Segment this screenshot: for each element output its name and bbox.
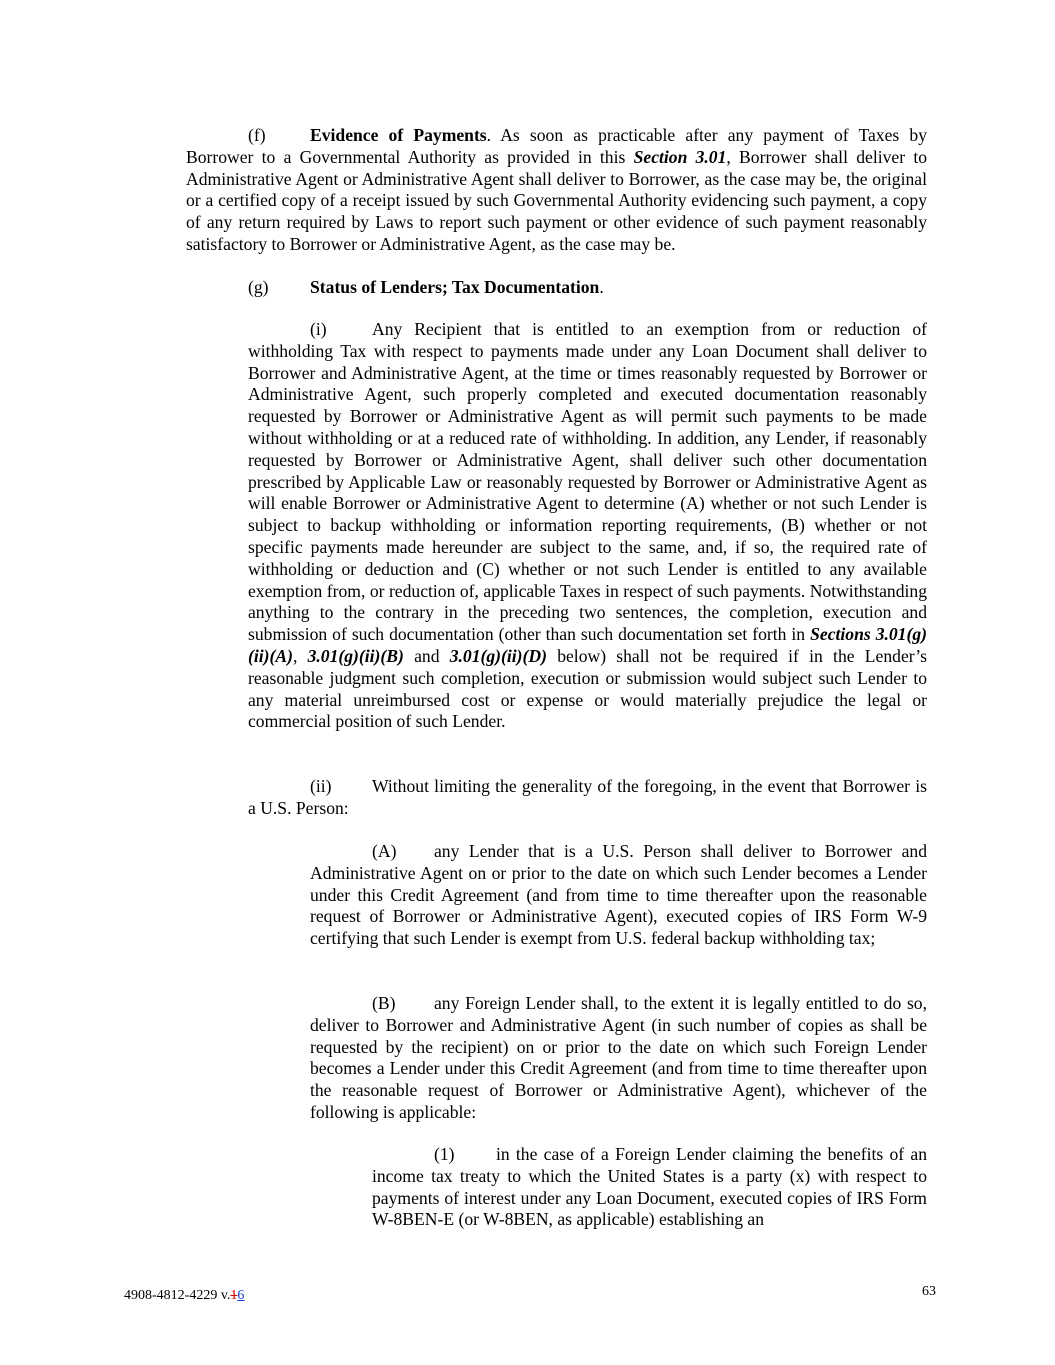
paragraph-1-label: (1): [434, 1144, 455, 1164]
paragraph-B-text: any Foreign Lender shall, to the extent it is legally entitled to do so, deliver to Borrower and Administrative Agent (in such number of copies as shall be requested by the recipient) on or prior to the date on which such Foreign Lender becomes a Lender under this Credit Agreement (and from time to time thereafter upon the reasonable request of Borrower or Administrative Agent), whichever of the following is applicable:: [310, 993, 927, 1122]
paragraph-g-period: .: [599, 277, 604, 297]
paragraph-f-text-1: . As soon as practicable after any payment of Taxes by Borrower to a Governmental Authority as provided in this: [186, 125, 927, 167]
paragraph-f-heading: Evidence of Payments: [310, 125, 487, 145]
paragraph-i-label: (i): [310, 319, 327, 339]
paragraph-A-text: any Lender that is a U.S. Person shall deliver to Borrower and Administrative Agent on or prior to the date on which such Lender becomes a Lender under this Credit Agreement (and from time to time thereafter upon the reasonable request of Borrower or Administrative Agent), executed copies of IRS Form W-9 certifying that such Lender is exempt from U.S. federal backup withholding tax;: [310, 841, 927, 949]
paragraph-1-text: in the case of a Foreign Lender claiming the benefits of an income tax treaty to which the United States is a party (x) with respect to payments of interest under any Loan Document, executed copies of IRS Form W-8BEN-E (or W-8BEN, as applicable) establishing an: [372, 1144, 927, 1230]
paragraph-g-label: (g): [248, 277, 269, 297]
paragraph-A-label: (A): [372, 841, 397, 861]
paragraph-f: [186, 125, 927, 256]
paragraph-B: [310, 993, 927, 1124]
paragraph-B-label: (B): [372, 993, 396, 1013]
paragraph-g: [248, 277, 927, 299]
paragraph-i-text-4: below) shall not be required if in the Lender’s reasonable judgment such completion, execution or submission would subject such Lender to any material unreimbursed cost or expense or would materially prejudice the legal or commercial position of such Lender.: [248, 645, 927, 732]
paragraph-i-ref-3: 3.01(g)(ii)(D): [449, 645, 547, 666]
footer-version-deleted: 1: [230, 1288, 238, 1303]
paragraph-f-label: (f): [248, 125, 266, 145]
paragraph-i-text-3: and: [403, 645, 450, 666]
paragraph-i-text-1: Any Recipient that is entitled to an exemption from or reduction of withholding Tax with respect to payments made under any Loan Document shall deliver to Borrower and Administrative Agent, at the time or times reasonably requested by Borrower or Administrative Agent, such properly completed and executed documentation reasonably requested by Borrower or Administrative Agent as will permit such payments to be made without withholding or at a reduced rate of withholding. In addition, any Lender, if reasonably requested by Borrower or Administrative Agent, shall deliver such other documentation prescribed by Applicable Law or reasonably requested by Borrower or Administrative Agent as will enable Borrower or Administrative Agent to determine (A) whether or not such Lender is subject to backup withholding or information reporting requirements, (B) whether or not specific payments made hereunder are subject to the same, and, if so, the required rate of withholding or deduction and (C) whether or not such Lender is entitled to any available exemption from, or reduction of, applicable Taxes in respect of such payments. Notwithstanding anything to the contrary in the preceding two sentences, the completion, execution and submission of such documentation (other than such documentation set forth in: [248, 319, 927, 645]
paragraph-1: [372, 1144, 927, 1231]
paragraph-A: [310, 841, 927, 950]
footer-version-inserted: 6: [237, 1288, 245, 1303]
paragraph-g-heading: Status of Lenders; Tax Documentation: [310, 277, 600, 297]
paragraph-i-ref-2: 3.01(g)(ii)(B): [307, 645, 404, 666]
footer-doc-id-text: 4908-4812-4229 v.: [124, 1288, 231, 1303]
paragraph-ii-text: Without limiting the generality of the foregoing, in the event that Borrower is a U.S. Person:: [248, 776, 927, 818]
paragraph-f-text-2: , Borrower shall deliver to Administrative Agent or Administrative Agent shall deliver to Borrower, as the case may be, the original or a certified copy of a receipt issued by such Governmental Authority evidencing such payment, a copy of any return required by Laws to report such payment or other evidence of such payment reasonably satisfactory to Borrower or Administrative Agent, as the case may be.: [186, 146, 927, 254]
paragraph-i-ref-1: Sections 3.01(g)(ii)(A): [248, 624, 927, 666]
paragraph-ii: [248, 776, 927, 820]
paragraph-i: [248, 319, 927, 733]
footer-doc-id: [124, 1288, 244, 1304]
page-number: 63: [922, 1284, 936, 1299]
paragraph-i-text-2: ,: [292, 645, 308, 666]
paragraph-f-section-ref: Section 3.01: [633, 146, 727, 167]
paragraph-ii-label: (ii): [310, 776, 332, 796]
